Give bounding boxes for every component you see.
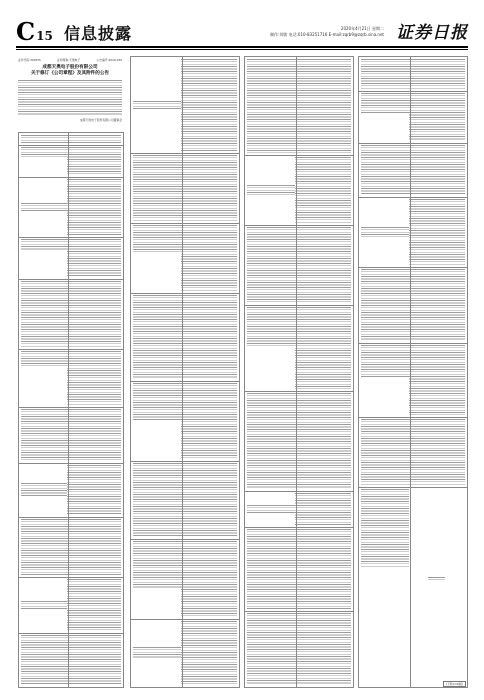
table-row: [245, 527, 353, 612]
table-row: [19, 237, 123, 280]
column-3-table: [244, 56, 354, 688]
company-name: 成都天奥电子股份有限公司: [42, 65, 98, 70]
issue-contact: 制作:刘敏 电话:010-83251716 E-mail:zqrb9@zqrb.sina.net: [269, 32, 384, 37]
cell-short-text: [409, 577, 465, 580]
table-row: [19, 349, 123, 408]
announcement-number: 公告编号:2020-030: [96, 58, 122, 62]
table-row: [131, 57, 239, 154]
masthead-rule-thin: [16, 49, 468, 50]
table-row: [359, 57, 467, 92]
table-row: [359, 417, 467, 488]
table-row: [359, 343, 467, 418]
column-2-table: [130, 56, 240, 688]
table-row: [19, 279, 123, 350]
column-4-table: [358, 56, 468, 688]
section-letter: C: [16, 17, 36, 46]
table-row: [19, 517, 123, 578]
table-row: [245, 391, 353, 492]
table-row: [245, 611, 353, 687]
table-row: [131, 153, 239, 224]
table-row: [19, 633, 123, 687]
stock-code: 证券代码:300535: [18, 58, 41, 62]
table-row: [19, 577, 123, 634]
announcement-body: [18, 80, 122, 116]
table-row: [131, 461, 239, 540]
masthead: [16, 18, 468, 44]
table-row: [245, 57, 353, 156]
table-row: [245, 225, 353, 306]
stock-name: 证券简称:天奥电子: [56, 58, 81, 62]
section-number: 15: [36, 29, 53, 43]
table-row: [131, 293, 239, 382]
table-row: [19, 407, 123, 464]
table-row: [359, 197, 467, 268]
announcement-header: [18, 58, 122, 122]
table-row: [245, 491, 353, 528]
table-row: [19, 463, 123, 518]
masthead-rule: [16, 46, 468, 48]
announcement-signature: 成都天奥电子股份有限公司董事会: [80, 118, 122, 122]
table-row: [131, 223, 239, 294]
table-row: [19, 145, 123, 178]
table-row: [131, 539, 239, 620]
table-row: [131, 619, 239, 687]
issue-date: 2020年4月21日 星期二: [340, 26, 384, 31]
section-title: 信息披露: [64, 24, 133, 43]
table-row: [245, 155, 353, 226]
table-row: [359, 487, 467, 687]
column-1-table: [18, 132, 124, 688]
table-row: [245, 305, 353, 392]
table-row: [359, 143, 467, 198]
table-row: [359, 267, 467, 344]
table-row: [19, 177, 123, 238]
announcement-codes: [18, 58, 122, 62]
paper-logo: 证券日报: [396, 23, 468, 43]
table-row: [131, 381, 239, 462]
continued-tag: (下转C16版): [443, 681, 466, 687]
issue-info: [270, 26, 384, 38]
table-row: [359, 91, 467, 144]
announcement-title: 关于修订《公司章程》及其附件的公告: [30, 71, 110, 76]
section-code: [16, 18, 53, 44]
